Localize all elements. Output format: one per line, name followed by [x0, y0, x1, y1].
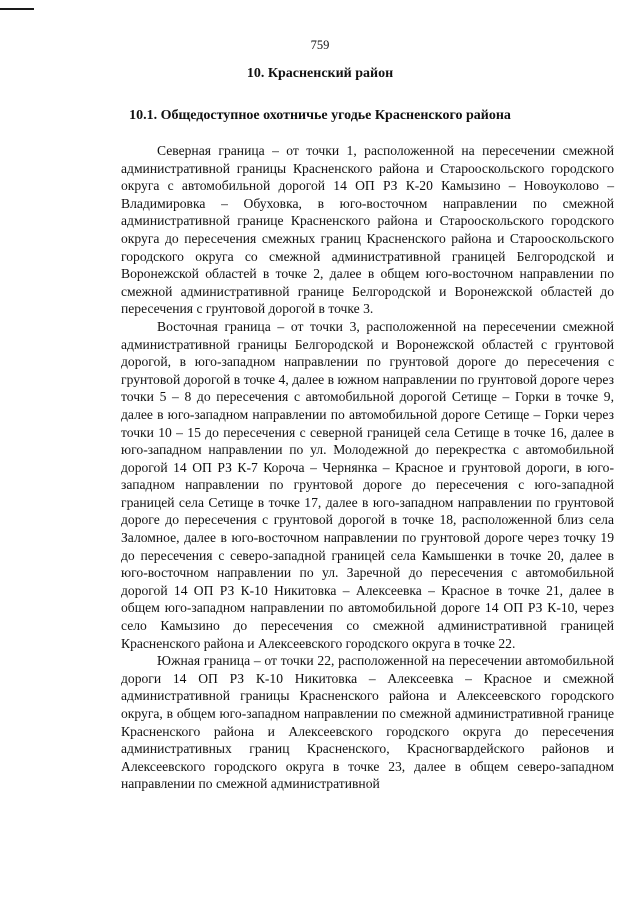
section-title: 10. Красненский район	[246, 66, 394, 81]
subsection-title: 10.1. Общедоступное охотничье угодье Красненского района	[129, 108, 511, 123]
page-number: 759	[310, 38, 330, 52]
paragraph-east-border: Восточная граница – от точки 3, расположенной на пересечении смежной административной границы Белгородской и Воронежской областей с грунтовой дорогой, в юго-западном направлении по грунтовой дороге до пересечения с грунтовой дорогой в точке 4, далее в южном направлении по грунтовой дороге через точки 5 – 8 до пересечения с автомобильной дорогой Сетище – Горки в точке 9, далее в юго-западном направлении по автомобильной дороге Сетище – Горки через точки 10 – 15 до пересечения с северной границей села Сетище в точке 16, далее в юго-западном направлении по ул. Молодежной до перекрестка с автомобильной дорогой 14 ОП РЗ К-7 Короча – Чернянка – Красное и грунтовой дороги, в юго-западном направлении по грунтовой дороге до пересечения с юго-западной границей села Сетище в точке 17, далее в юго-западном направлении по грунтовой дороге до пересечения с грунтовой дорогой в точке 18, расположенной близ села Заломное, далее в юго-восточном направлении по грунтовой дороге через точку 19 до пересечения с северо-западной границей села Камышенки в точке 20, далее в юго-восточном направлении по ул. Заречной до пересечения с автомобильной дорогой 14 ОП РЗ К-10 Никитовка – Алексеевка – Красное в точке 21, далее в общем юго-западном направлении по автомобильной дороге 14 ОП РЗ К-10, через село Камызино до пересечения со смежной административной границей Красненского района и Алексеевского городского округа в точке 22.	[121, 318, 614, 651]
paragraph-south-border: Южная граница – от точки 22, расположенной на пересечении автомобильной дороги 14 ОП РЗ К-10 Никитовка – Алексеевка – Красное и смежной административной границы Красненского района и Алексеевского городского округа, в общем юго-западном направлении по смежной административной границе Красненского района и Алексеевского городского округа до пересечения административных границ Красненского, Красногвардейского районов и Алексеевского городского округа в точке 23, далее в общем северо-западном направлении по смежной административной	[121, 653, 614, 792]
document-body	[121, 142, 614, 793]
scan-edge-mark	[0, 8, 34, 10]
paragraph-north-border: Северная граница – от точки 1, расположенной на пересечении смежной административной границы Красненского района и Старооскольского городского округа с автомобильной дорогой 14 ОП РЗ К-20 Камызино – Новоуколово – Владимировка – Обуховка, в юго-восточном направлении по смежной административной границе Красненского района и Старооскольского городского округа до пересечения смежных границ Красненского района и Старооскольского городского округа со смежной административной границей Белгородской и Воронежской областей в точке 2, далее в общем юго-восточном направлении по смежной административной границе Белгородской и Воронежской областей до пересечения с грунтовой дорогой в точке 3.	[121, 143, 614, 317]
